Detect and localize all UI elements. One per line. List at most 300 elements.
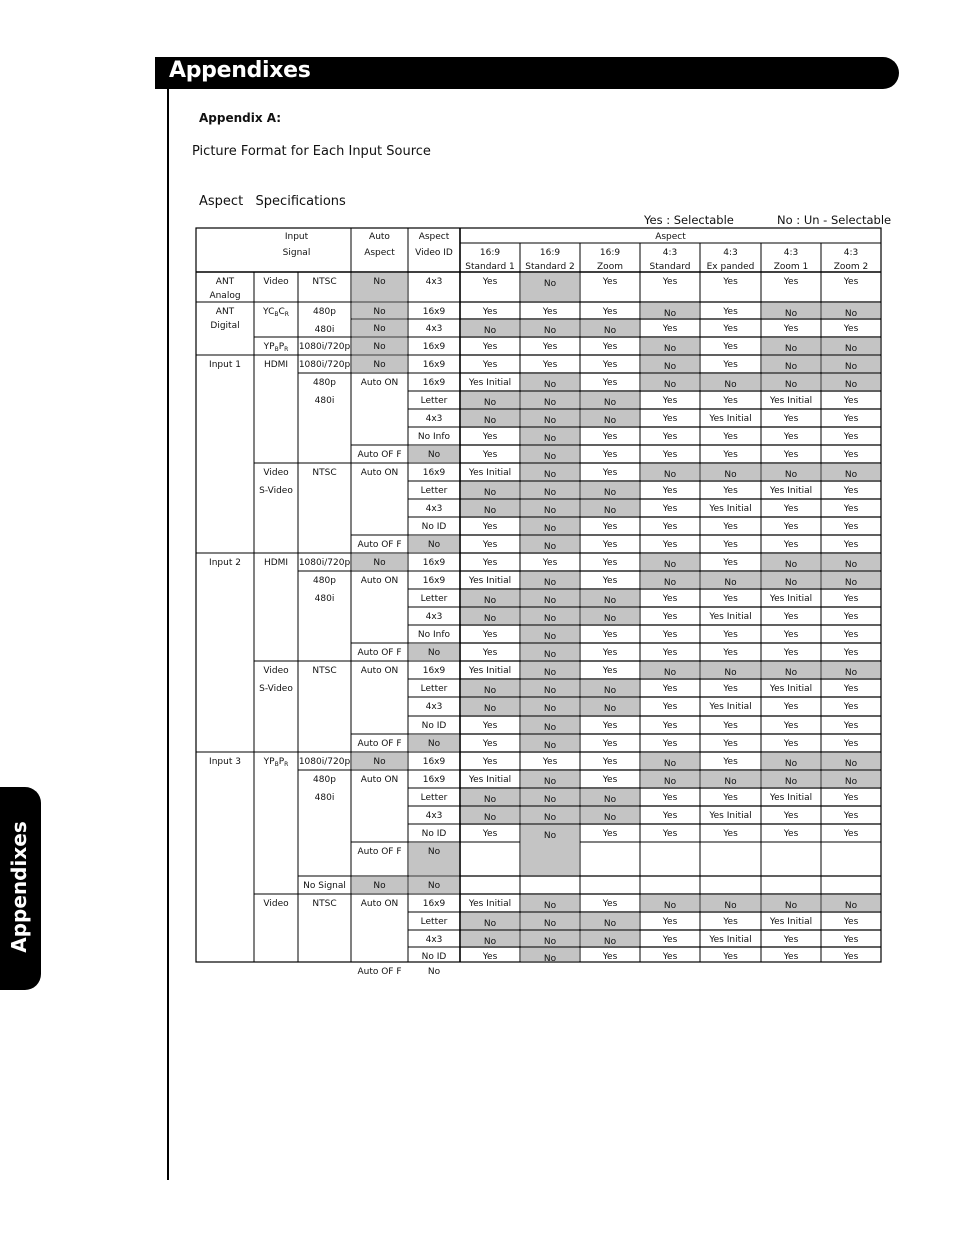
column-header-mode: Zoom	[597, 262, 623, 272]
aspect-cell: Yes	[662, 684, 678, 694]
input-source: Input 3	[209, 757, 241, 767]
aspect-cell: Yes	[542, 342, 558, 352]
video-id-value: Letter	[420, 793, 448, 803]
aspect-cell: Yes	[843, 277, 859, 287]
aspect-cell: No	[603, 795, 617, 805]
auto-aspect-value: Auto ON	[360, 378, 399, 388]
aspect-cell: Yes Initial	[769, 594, 813, 604]
auto-aspect-value: Auto OF F	[357, 847, 402, 857]
aspect-cell: No	[784, 777, 798, 787]
aspect-cell: No	[603, 686, 617, 696]
aspect-cell: No	[784, 344, 798, 354]
column-header-ratio: 4:3	[843, 248, 859, 258]
aspect-cell: Yes	[662, 396, 678, 406]
aspect-cell: No	[784, 470, 798, 480]
aspect-cell: No	[784, 309, 798, 319]
aspect-cell: Yes	[723, 360, 738, 370]
aspect-cell: Yes	[843, 739, 859, 749]
aspect-cell: No	[603, 596, 617, 606]
aspect-cell: Yes	[662, 721, 678, 731]
aspect-cell: Yes	[602, 522, 618, 532]
signal-format: 480i	[314, 396, 335, 406]
auto-aspect-value: No	[373, 558, 386, 568]
aspect-cell: Yes	[723, 648, 738, 658]
aspect-cell: Yes	[723, 630, 738, 640]
aspect-cell: No	[483, 416, 497, 426]
signal-format: 480i	[314, 594, 335, 604]
aspect-cell: No	[603, 398, 617, 408]
aspect-cell: Yes	[662, 612, 678, 622]
aspect-cell: Yes	[723, 917, 738, 927]
auto-aspect-value: Auto ON	[360, 468, 399, 478]
video-id-value: 16x9	[422, 757, 446, 767]
video-id-value: Letter	[420, 486, 448, 496]
signal-format: 480p	[313, 775, 336, 785]
video-id-value: 4x3	[425, 811, 443, 821]
aspect-cell: Yes	[482, 307, 498, 317]
aspect-cell: No	[603, 416, 617, 426]
signal-format: 1080i/720p	[298, 360, 351, 370]
aspect-cell: Yes	[843, 702, 859, 712]
aspect-cell: Yes	[783, 324, 799, 334]
video-id-value: No	[427, 450, 441, 460]
aspect-cell: Yes	[602, 360, 618, 370]
aspect-cell: No	[724, 668, 737, 678]
auto-aspect-value: Auto ON	[360, 775, 399, 785]
aspect-cell: Yes Initial	[709, 811, 752, 821]
aspect-cell: Yes	[783, 829, 799, 839]
signal-format: 1080i/720p	[298, 558, 351, 568]
signal-format: 480i	[314, 325, 335, 335]
aspect-cell: Yes	[482, 721, 498, 731]
signal-format: NTSC	[312, 468, 337, 478]
aspect-cell: No	[543, 686, 557, 696]
aspect-cell: No	[543, 542, 557, 552]
video-id-value: 4x3	[425, 324, 443, 334]
aspect-cell: No	[784, 362, 798, 372]
auto-aspect-value: Auto OF F	[357, 450, 402, 460]
aspect-cell: No	[543, 416, 557, 426]
auto-aspect-value: Auto ON	[360, 576, 399, 586]
signal-type: HDMI	[263, 558, 289, 568]
aspect-cell: Yes Initial	[468, 378, 512, 388]
video-id-value: Letter	[420, 594, 448, 604]
aspect-cell: Yes	[783, 414, 799, 424]
aspect-cell: Yes	[482, 757, 498, 767]
video-id-value: No ID	[421, 721, 447, 731]
aspect-cell: Yes	[482, 630, 498, 640]
aspect-cell: Yes	[602, 829, 618, 839]
aspect-cell: Yes	[662, 630, 678, 640]
aspect-cell: Yes	[662, 594, 678, 604]
aspect-cell: Yes	[662, 540, 678, 550]
aspect-cell: No	[483, 398, 497, 408]
aspect-cell: Yes	[602, 757, 618, 767]
signal-format: NTSC	[312, 666, 337, 676]
aspect-cell: No	[844, 759, 858, 769]
video-id-value: 4x3	[425, 277, 443, 287]
aspect-cell: Yes	[542, 360, 558, 370]
aspect-cell: Yes	[602, 450, 618, 460]
aspect-cell: Yes	[662, 486, 678, 496]
aspect-cell: Yes	[723, 952, 738, 962]
aspect-cell: No	[483, 686, 497, 696]
auto-aspect-value: No	[373, 342, 386, 352]
aspect-cell: Yes Initial	[769, 684, 813, 694]
aspect-cell: Yes	[723, 757, 738, 767]
aspect-cell: Yes	[482, 540, 498, 550]
aspect-cell: Yes Initial	[468, 468, 512, 478]
video-id-value: 4x3	[425, 414, 443, 424]
aspect-cell: Yes	[783, 432, 799, 442]
aspect-cell: Yes	[602, 468, 618, 478]
aspect-cell: Yes	[482, 277, 498, 287]
aspect-cell: Yes	[843, 324, 859, 334]
aspect-cell: No	[543, 813, 557, 823]
video-id-value: No ID	[421, 522, 447, 532]
aspect-cell: Yes	[723, 558, 738, 568]
aspect-cell: Yes	[783, 630, 799, 640]
column-header-mode: Standard 2	[525, 262, 575, 272]
header-aspect: Aspect	[364, 248, 395, 258]
aspect-cell: Yes	[723, 277, 738, 287]
aspect-cell: Yes	[662, 917, 678, 927]
aspect-cell: Yes	[602, 558, 618, 568]
aspect-cell: No	[663, 668, 677, 678]
auto-aspect-value: Auto OF F	[357, 739, 402, 749]
aspect-cell: No	[543, 741, 557, 751]
auto-aspect-value: No	[373, 324, 386, 334]
aspect-cell: No	[543, 937, 557, 947]
aspect-cell: No	[663, 901, 677, 911]
aspect-cell: No	[784, 560, 798, 570]
signal-type: Video	[263, 277, 289, 287]
aspect-cell: Yes Initial	[709, 935, 752, 945]
column-header-ratio: 4:3	[723, 248, 738, 258]
video-id-value: No Info	[417, 432, 451, 442]
aspect-cell: No	[543, 279, 557, 289]
aspect-cell: Yes	[723, 324, 738, 334]
aspect-cell: No	[483, 614, 497, 624]
signal-format: 480i	[314, 793, 335, 803]
aspect-cell: Yes Initial	[468, 576, 512, 586]
aspect-cell: Yes	[723, 450, 738, 460]
aspect-cell: Yes	[602, 576, 618, 586]
aspect-cell: No	[724, 777, 737, 787]
aspect-cell: No	[844, 344, 858, 354]
video-id-value: No	[427, 739, 441, 749]
aspect-cell: No	[663, 380, 677, 390]
aspect-cell: No	[543, 614, 557, 624]
aspect-cell: No	[543, 704, 557, 714]
aspect-cell: No	[844, 578, 858, 588]
aspect-cell: Yes	[783, 504, 799, 514]
column-header-ratio: 4:3	[662, 248, 678, 258]
aspect-cell: Yes	[843, 522, 859, 532]
aspect-cell: No	[724, 380, 737, 390]
aspect-cell: Yes	[662, 324, 678, 334]
signal-format: 480p	[313, 378, 336, 388]
aspect-cell: No	[543, 380, 557, 390]
video-id-value: No	[427, 847, 441, 857]
aspect-cell: No	[844, 380, 858, 390]
aspect-cell: No	[483, 937, 497, 947]
video-id-value: No	[427, 967, 441, 977]
aspect-cell: Yes Initial	[468, 899, 512, 909]
aspect-cell: No	[483, 506, 497, 516]
aspect-cell: Yes Initial	[769, 917, 813, 927]
aspect-cell: No	[543, 470, 557, 480]
aspect-cell: Yes	[843, 793, 859, 803]
aspect-cell: No	[483, 704, 497, 714]
video-id-value: 16x9	[422, 342, 446, 352]
aspect-cell: Yes	[783, 522, 799, 532]
input-source: Input 2	[209, 558, 241, 568]
aspect-cell: No	[784, 380, 798, 390]
aspect-cell: Yes Initial	[769, 396, 813, 406]
video-id-value: 4x3	[425, 935, 443, 945]
aspect-cell: Yes	[662, 648, 678, 658]
aspect-cell: No	[603, 937, 617, 947]
aspect-cell: Yes	[843, 540, 859, 550]
column-header-mode: Zoom 2	[833, 262, 869, 272]
aspect-cell: Yes	[723, 793, 738, 803]
aspect-cell: No	[844, 362, 858, 372]
auto-aspect-value: No	[373, 277, 386, 287]
video-id-value: 4x3	[425, 612, 443, 622]
video-id-value: Letter	[420, 684, 448, 694]
aspect-cell: Yes	[662, 522, 678, 532]
aspect-cell: No	[663, 578, 677, 588]
aspect-cell: No	[543, 506, 557, 516]
aspect-cell: No	[543, 723, 557, 733]
aspect-cell: Yes	[482, 342, 498, 352]
aspect-cell: Yes	[662, 811, 678, 821]
video-id-value: No	[427, 881, 441, 891]
aspect-cell: No	[483, 919, 497, 929]
video-id-value: No	[427, 540, 441, 550]
aspect-cell: Yes Initial	[709, 504, 752, 514]
video-id-value: 16x9	[422, 576, 446, 586]
auto-aspect-value: Auto OF F	[357, 967, 402, 977]
aspect-cell: Yes	[843, 952, 859, 962]
aspect-cell: Yes	[843, 829, 859, 839]
video-id-value: No	[427, 648, 441, 658]
header-input: Input	[284, 232, 309, 242]
aspect-cell: Yes	[482, 360, 498, 370]
aspect-cell: Yes	[662, 793, 678, 803]
auto-aspect-value: No	[373, 307, 386, 317]
signal-type: $YC_BC_R$	[263, 307, 289, 318]
aspect-cell: Yes	[843, 684, 859, 694]
aspect-cell: Yes	[482, 648, 498, 658]
signal-format: 480p	[313, 576, 336, 586]
aspect-cell: No	[483, 795, 497, 805]
aspect-cell: Yes	[602, 540, 618, 550]
aspect-cell: Yes Initial	[468, 775, 512, 785]
aspect-cell: Yes	[482, 558, 498, 568]
aspect-cell: No	[543, 954, 557, 964]
aspect-cell: Yes	[662, 935, 678, 945]
aspect-cell: No	[603, 919, 617, 929]
aspect-cell: Yes	[602, 630, 618, 640]
aspect-cell: No	[543, 632, 557, 642]
aspect-cell: No	[483, 488, 497, 498]
aspect-cell: No	[663, 759, 677, 769]
video-id-value: 16x9	[422, 360, 446, 370]
aspect-cell: Yes Initial	[709, 414, 752, 424]
legend-yes: Yes : Selectable	[644, 213, 734, 227]
aspect-cell: Yes	[602, 666, 618, 676]
signal-format: 480p	[313, 307, 336, 317]
aspect-cell: No	[543, 831, 557, 841]
aspect-cell: No	[844, 560, 858, 570]
aspect-cell: Yes	[723, 684, 738, 694]
aspect-cell: Yes	[482, 432, 498, 442]
aspect-cell: Yes	[662, 504, 678, 514]
side-tab-label: Appendixes	[7, 821, 31, 953]
aspect-cell: Yes	[843, 450, 859, 460]
aspect-cell: No	[543, 650, 557, 660]
aspect-cell: Yes	[843, 414, 859, 424]
aspect-cell: Yes	[783, 739, 799, 749]
aspect-cell: No	[663, 344, 677, 354]
aspect-cell: Yes	[662, 829, 678, 839]
aspect-cell: No	[663, 309, 677, 319]
video-id-value: 16x9	[422, 666, 446, 676]
aspect-cell: Yes	[602, 952, 618, 962]
aspect-cell: No	[844, 901, 858, 911]
aspect-cell: Yes Initial	[769, 793, 813, 803]
aspect-cell: Yes	[783, 811, 799, 821]
aspect-cell: Yes	[723, 486, 738, 496]
header-auto: Auto	[369, 232, 390, 242]
aspect-cell: Yes Initial	[709, 702, 752, 712]
aspect-cell: Yes	[662, 414, 678, 424]
aspect-cell: Yes	[723, 540, 738, 550]
auto-aspect-value: Auto ON	[360, 666, 399, 676]
aspect-cell: Yes	[602, 899, 618, 909]
aspect-cell: No	[603, 326, 617, 336]
signal-type: $YP_BP_R$	[263, 757, 289, 768]
column-header-ratio: 16:9	[539, 248, 561, 258]
auto-aspect-value: Auto ON	[360, 899, 399, 909]
aspect-cell: No	[543, 901, 557, 911]
aspect-cell: Yes	[662, 739, 678, 749]
section-title: Aspect Specifications	[199, 194, 346, 209]
aspect-cell: Yes	[783, 721, 799, 731]
aspect-cell: No	[603, 704, 617, 714]
header-aspect-videoid: Aspect	[418, 232, 450, 242]
aspect-cell: Yes	[602, 307, 618, 317]
aspect-cell: Yes	[542, 558, 558, 568]
aspect-cell: Yes	[783, 540, 799, 550]
aspect-cell: Yes	[602, 721, 618, 731]
signal-format: NTSC	[312, 899, 337, 909]
aspect-cell: Yes	[783, 935, 799, 945]
aspect-cell: Yes	[783, 952, 799, 962]
aspect-cell: Yes	[602, 648, 618, 658]
aspect-cell: No	[543, 777, 557, 787]
auto-aspect-value: No	[373, 360, 386, 370]
aspect-cell: No	[603, 488, 617, 498]
aspect-cell: Yes	[843, 504, 859, 514]
column-header-mode: Standard	[649, 262, 691, 272]
aspect-cell: Yes	[783, 702, 799, 712]
aspect-cell: No	[844, 668, 858, 678]
aspect-cell: No	[543, 578, 557, 588]
appendix-label: Appendix A:	[199, 111, 282, 125]
video-id-value: 4x3	[425, 504, 443, 514]
aspect-cell: Yes	[843, 917, 859, 927]
video-id-value: No ID	[421, 829, 447, 839]
aspect-cell: No	[663, 362, 677, 372]
aspect-cell: Yes	[723, 829, 738, 839]
auto-aspect-value: No	[373, 881, 386, 891]
aspect-cell: No	[844, 470, 858, 480]
aspect-cell: Yes	[843, 648, 859, 658]
input-source: Digital	[210, 321, 240, 331]
signal-type: S-Video	[259, 486, 293, 496]
column-header-mode: Ex panded	[706, 262, 755, 272]
video-id-value: 16x9	[422, 775, 446, 785]
aspect-cell: No	[844, 777, 858, 787]
signal-type: S-Video	[259, 684, 293, 694]
signal-type: HDMI	[263, 360, 289, 370]
aspect-cell: No	[663, 470, 677, 480]
column-header-ratio: 16:9	[599, 248, 621, 258]
aspect-cell: Yes	[662, 277, 678, 287]
aspect-cell: No	[543, 434, 557, 444]
aspect-cell: No	[663, 560, 677, 570]
video-id-value: 16x9	[422, 468, 446, 478]
video-id-value: 4x3	[425, 702, 443, 712]
aspect-cell: Yes	[662, 952, 678, 962]
aspect-cell: Yes Initial	[468, 666, 512, 676]
input-source: ANT	[215, 307, 235, 317]
aspect-cell: Yes	[542, 757, 558, 767]
signal-format: 1080i/720p	[298, 757, 351, 767]
aspect-cell: No	[543, 524, 557, 534]
auto-aspect-value: Auto OF F	[357, 540, 402, 550]
aspect-cell: No	[784, 759, 798, 769]
video-id-value: 16x9	[422, 307, 446, 317]
signal-type: $YP_BP_R$	[263, 342, 289, 353]
input-source: ANT	[215, 277, 235, 287]
aspect-cell: Yes	[662, 450, 678, 460]
aspect-cell: Yes	[843, 486, 859, 496]
aspect-cell: No	[844, 309, 858, 319]
aspect-cell: No	[543, 488, 557, 498]
aspect-cell: No	[784, 901, 798, 911]
aspect-cell: Yes	[843, 811, 859, 821]
subtitle: Picture Format for Each Input Source	[192, 144, 431, 159]
aspect-cell: Yes	[843, 396, 859, 406]
aspect-cell: No	[543, 326, 557, 336]
aspect-cell: Yes	[783, 277, 799, 287]
aspect-cell: Yes	[602, 378, 618, 388]
aspect-cell: No	[543, 452, 557, 462]
aspect-cell: No	[603, 506, 617, 516]
aspect-cell: Yes	[662, 432, 678, 442]
video-id-value: 16x9	[422, 558, 446, 568]
aspect-cell: No	[784, 668, 798, 678]
page-title: Appendixes	[169, 58, 311, 83]
aspect-cell: Yes	[723, 594, 738, 604]
video-id-value: 16x9	[422, 378, 446, 388]
aspect-cell: No	[724, 578, 737, 588]
aspect-cell: Yes	[723, 432, 738, 442]
